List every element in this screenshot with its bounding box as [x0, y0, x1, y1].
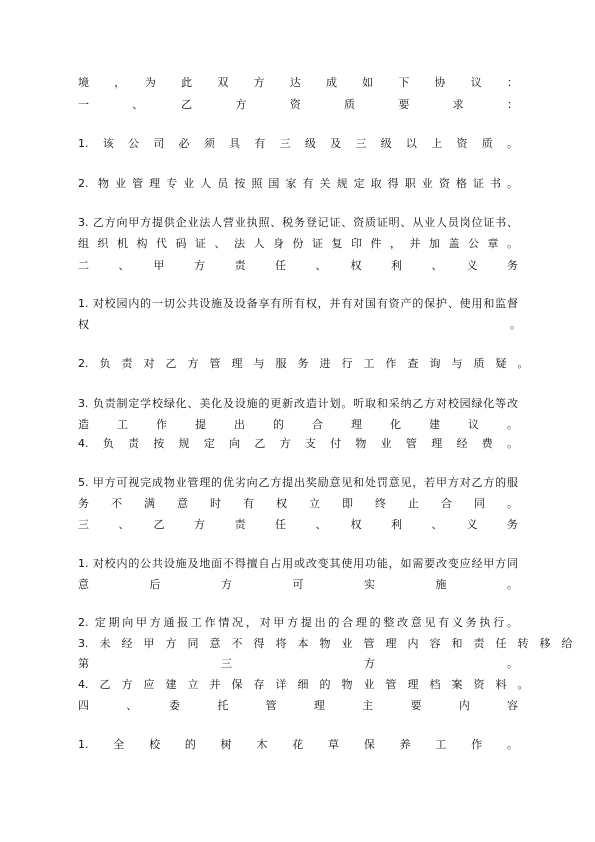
clause-line: 1. 对校内的公共设施及地面不得擅自占用或改变其使用功能，如需要改变应经甲方同: [78, 557, 518, 570]
clause-line: 第 三 方 。: [78, 657, 518, 670]
clause-line: 1. 该 公 司 必 须 具 有 三 级 及 三 级 以 上 资 质 。: [78, 137, 518, 150]
clause-line: 5. 甲方可视完成物业管理的优劣向乙方提出奖励意见和处罚意见，若甲方对乙方的服: [78, 476, 518, 489]
clause-period: 。: [510, 318, 521, 331]
clause-line: 3. 负责制定学校绿化、美化及设施的更新改造计划。听取和采纳乙方对校园绿化等改: [78, 397, 518, 410]
clause-line: 意 后 方 可 实 施 。: [78, 578, 518, 591]
clause-line: 4. 乙 方 应 建 立 并 保 存 详 细 的 物 业 管 理 档 案 资 料 。: [78, 678, 529, 691]
section-heading: 三 、 乙 方 责 任 、 权 利 、 义 务: [78, 518, 518, 531]
clause-line: 2. 物业管理专业人员按照国家有关规定取得职业资格证书。: [78, 177, 518, 190]
clause-line: 3. 乙方向甲方提供企业法人营业执照、税务登记证、资质证明、从业人员岗位证书、: [78, 216, 518, 229]
clause-line: 3. 未 经 甲 方 同 意 不 得 将 本 物 业 管 理 内 容 和 责 任 转 移 给: [78, 637, 573, 650]
section-heading: 四 、 委 托 管 理 主 要 内 容: [78, 699, 518, 712]
clause-line: 1. 全 校 的 树 木 花 草 保 养 工 作 。: [78, 738, 518, 751]
clause-line: 2. 定期向甲方通报工作情况，对甲方提出的合理的整改意见有义务执行。: [78, 616, 518, 629]
clause-line: 2. 负 责 对 乙 方 管 理 与 服 务 进 行 工 作 查 询 与 质 疑 。: [78, 357, 529, 370]
clause-line: 4. 负 责 按 规 定 向 乙 方 支 付 物 业 管 理 经 费 。: [78, 437, 518, 450]
clause-line: 务 不 满 意 时 有 权 立 即 终 止 合 同 。: [78, 497, 518, 510]
clause-line: 权: [78, 318, 89, 331]
clause-line: 组织机构代码证、法人身份证复印件，并加盖公章。: [78, 237, 518, 250]
section-heading: 二 、 甲 方 责 任 、 权 利 、 义 务: [78, 259, 518, 272]
paragraph-line: 境 ， 为 此 双 方 达 成 如 下 协 议 ：: [78, 76, 518, 89]
clause-line: 造 工 作 提 出 的 合 理 化 建 议 。: [78, 418, 518, 431]
clause-line: 1. 对校园内的一切公共设施及设备享有所有权，并有对国有资产的保护、使用和监督: [78, 297, 518, 310]
section-heading: 一 、 乙 方 资 质 要 求 ：: [78, 98, 518, 111]
